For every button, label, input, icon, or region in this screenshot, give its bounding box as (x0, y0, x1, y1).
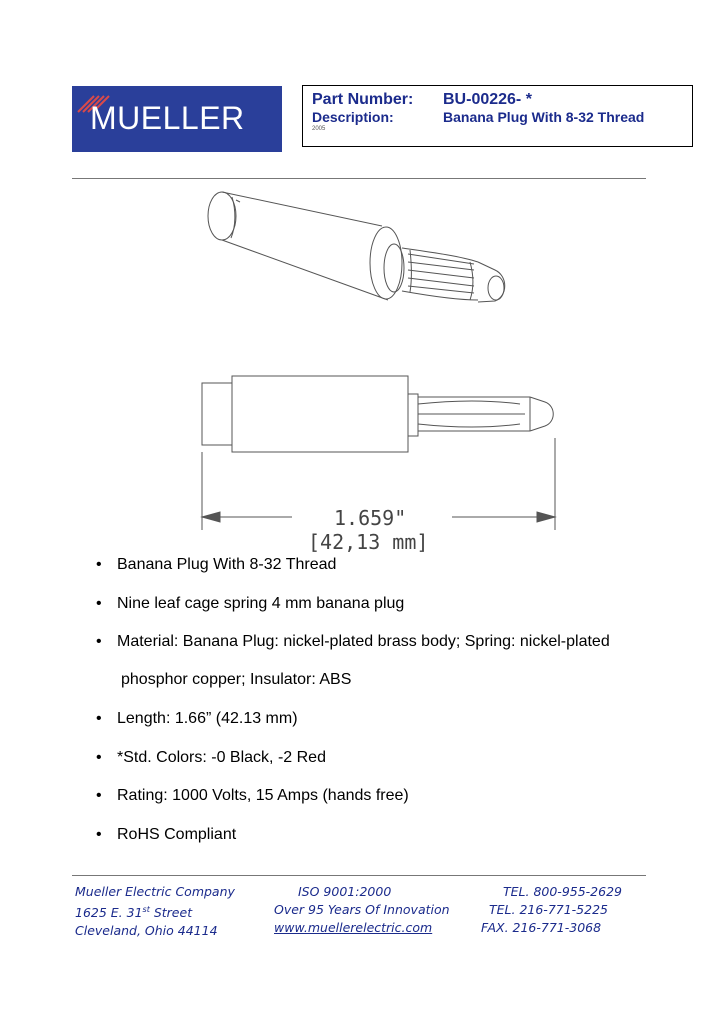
spec-item: • Material: Banana Plug: nickel-plated brass body; Spring: nickel-plated phosphor copper; Insulator: ABS (96, 633, 610, 688)
spec-item: • RoHS Compliant (96, 825, 237, 843)
logo-text: MUELLER (90, 100, 245, 136)
city-address: Cleveland, Ohio 44114 (75, 923, 218, 939)
company-name: Mueller Electric Company (75, 884, 235, 899)
bullet-icon: • (96, 594, 102, 612)
tel-local: TEL. 216-771-5225 (489, 902, 608, 917)
small-code: 2005 (312, 126, 326, 132)
street-address: 1625 E. 31st Street (75, 905, 193, 921)
spec-item: • Rating: 1000 Volts, 15 Amps (hands free) (96, 787, 409, 804)
footer-address (75, 883, 235, 940)
website-link[interactable]: www.muellerelectric.com (274, 920, 433, 935)
tel-tollfree: TEL. 800-955-2629 (503, 884, 622, 899)
bullet-icon: • (96, 633, 102, 650)
footer-middle (274, 883, 450, 937)
bullet-icon: • (96, 556, 102, 573)
footer-contact (481, 883, 622, 937)
spec-list (96, 555, 676, 863)
spec-item: • *Std. Colors: -0 Black, -2 Red (96, 748, 326, 766)
description-value: Banana Plug With 8-32 Thread (443, 109, 645, 125)
part-number-value: BU-00226- * (443, 91, 532, 108)
part-number-label: Part Number: (312, 91, 414, 108)
dimension-inches: 1.659" (334, 506, 407, 530)
tagline: Over 95 Years Of Innovation (274, 902, 450, 917)
spec-item: • Length: 1.66” (42.13 mm) (96, 710, 298, 727)
bullet-icon: • (96, 710, 102, 727)
bullet-icon: • (96, 748, 102, 766)
spec-item: • Banana Plug With 8-32 Thread (96, 556, 337, 573)
dimension-mm: [42,13 mm] (308, 530, 429, 554)
bullet-icon: • (96, 787, 102, 804)
description-label: Description: (312, 109, 394, 125)
footer-divider (72, 875, 646, 876)
bullet-icon: • (96, 825, 102, 843)
iso-cert: ISO 9001:2000 (298, 884, 392, 899)
spec-item: • Nine leaf cage spring 4 mm banana plug (96, 594, 405, 612)
fax: FAX. 216-771-3068 (481, 920, 602, 935)
